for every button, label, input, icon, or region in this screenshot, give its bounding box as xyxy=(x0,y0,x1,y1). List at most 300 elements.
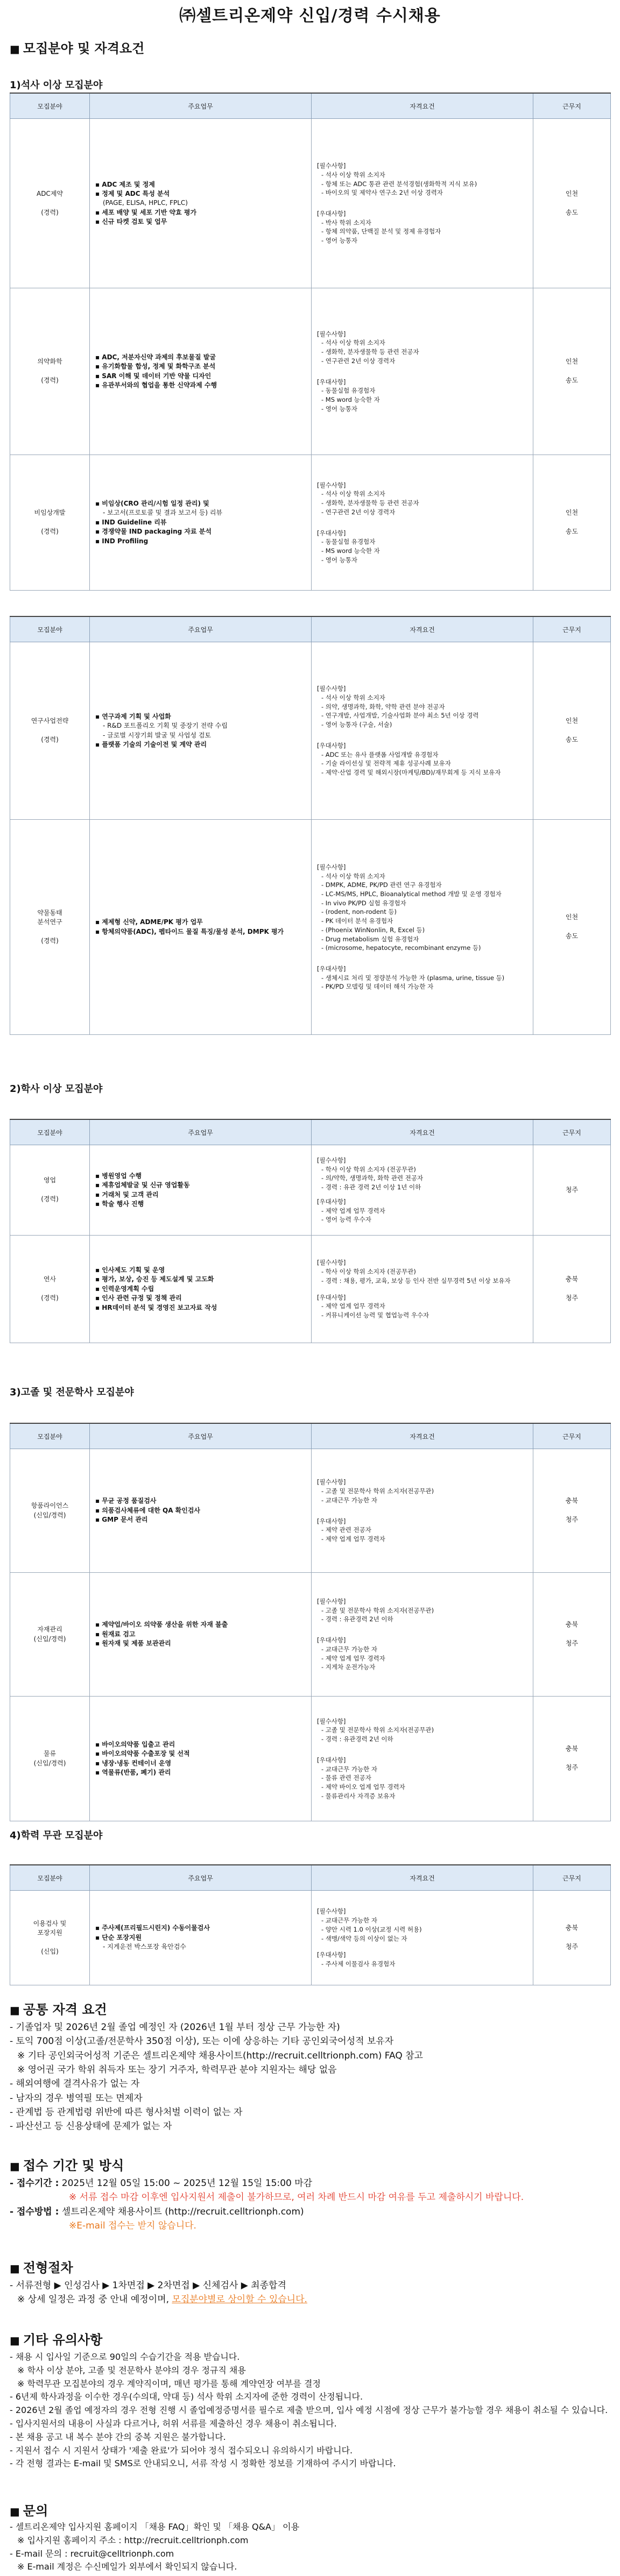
common-requirements-list xyxy=(10,2020,610,2134)
text-line: - 의약, 생명과학, 화학, 약학 관련 분야 전공자 xyxy=(321,702,445,711)
text-line: - 제약 업계 업무 경력자 xyxy=(321,1207,385,1215)
text-line: ▪ ADC, 저분자신약 과제의 후보물질 발굴 xyxy=(95,353,216,361)
text-line: - 고졸 및 전문학사 학위 소지자(전공무관) xyxy=(321,1726,434,1734)
application-method: 셀트리온제약 채용사이트 (http://recruit.celltrionph.com) xyxy=(59,2206,304,2217)
table-row xyxy=(10,820,611,1035)
text-line: ▪ 제제형 신약, ADME/PK 평가 업무 xyxy=(95,918,203,926)
text-line: - 제약·산업 경력 및 해외시장(마케팅/BD)/재무회계 등 지식 보유자 xyxy=(321,768,501,776)
text-line: - 글로벌 시장기회 발굴 및 사업성 검토 xyxy=(103,731,212,739)
location-cell xyxy=(533,642,611,820)
text-line: - 영어 능통자 (구술, 서술) xyxy=(321,721,392,729)
text-line: 청주 xyxy=(565,1640,579,1648)
text-line: ▪ 유기화합물 합성, 정제 및 화학구조 분석 xyxy=(95,363,216,371)
table-bachelors xyxy=(10,1119,611,1343)
text-line: - 경력 : 유관경력 2년 이하 xyxy=(321,1735,393,1743)
text-line: ▪ 역물류(반품, 폐기) 관리 xyxy=(95,1768,171,1776)
text-line: 충북 xyxy=(565,1745,579,1753)
position-cell xyxy=(10,119,90,288)
requirements-cell xyxy=(312,288,533,455)
text-line: ▪ 원재료 검고 xyxy=(95,1630,136,1638)
text-line: (경력) xyxy=(41,1195,59,1203)
text-line: - 석사 이상 학위 소지자 xyxy=(321,872,385,880)
text-line: - 커뮤니케이션 능력 및 협업능력 우수자 xyxy=(321,1311,429,1319)
text-line: - 석사 이상 학위 소지자 xyxy=(321,490,385,498)
table-masters-2 xyxy=(10,616,611,1035)
text-line: - ADC 또는 유사 플랫폼 사업개발 유경험자 xyxy=(321,750,439,758)
text-line: (경력) xyxy=(41,1294,59,1302)
text-line: - (Phoenix WinNonlin, R, Excel 등) xyxy=(321,926,425,934)
header-duties: 주요업무 xyxy=(90,93,312,119)
text-line: - 보고서(프로토콜 및 결과 보고서 등) 리뷰 xyxy=(103,509,223,517)
table-row xyxy=(10,1145,611,1236)
text-line: 충북 xyxy=(565,1497,579,1505)
text-line: ▪ 바이오의약품 수출포장 및 선적 xyxy=(95,1750,190,1758)
text-line: - 교대근무 가능한 자 xyxy=(321,1765,377,1773)
text-line: [필수사항] xyxy=(317,1478,346,1486)
location-cell xyxy=(533,1891,611,1985)
text-line: - 교대근무 가능한 자 xyxy=(321,1917,377,1925)
text-line: 인천 xyxy=(565,509,579,517)
text-line: (경력) xyxy=(41,377,59,385)
text-line: - 석사 이상 학위 소지자 xyxy=(321,171,385,179)
text-line: - MS word 능숙한 자 xyxy=(321,395,380,403)
process-info xyxy=(10,2279,610,2307)
text-line: 약물동태 xyxy=(37,909,62,917)
text-line: - 제약 업계 업무 경력자 xyxy=(321,1302,385,1310)
contact-info xyxy=(10,2521,610,2574)
text-line: - 제약 관련 전공자 xyxy=(321,1526,371,1534)
table-highschool xyxy=(10,1423,611,1821)
text-line: (경력) xyxy=(41,936,59,945)
period-note: ※ 서류 접수 마감 이후엔 입사지원서 제출이 불가하므로, 여러 차례 반드시 마감 여유를 두고 제출하시기 바랍니다. xyxy=(69,2192,524,2203)
text-line: ▪ 평가, 보상, 승진 등 제도설계 및 고도화 xyxy=(95,1275,214,1283)
text-line: [필수사항] xyxy=(317,1717,346,1725)
requirements-cell xyxy=(312,642,533,820)
text-line: - 고졸 및 전문학사 학위 소지자(전공무관) xyxy=(321,1487,434,1495)
section-heading-process xyxy=(10,2257,73,2276)
list-item: - 본 채용 공고 내 복수 분야 간의 중복 지원은 불가합니다. xyxy=(10,2431,226,2442)
header-position: 모집분야 xyxy=(10,1119,90,1145)
requirements-cell xyxy=(312,820,533,1035)
header-requirements: 자격요건 xyxy=(312,616,533,642)
text-line: ▪ 플랫폼 기술의 기술이전 및 계약 관리 xyxy=(95,740,207,748)
header-duties: 주요업무 xyxy=(90,1119,312,1145)
group-heading-highschool: 3)고졸 및 전문학사 모집분야 xyxy=(10,1387,134,1398)
header-duties: 주요업무 xyxy=(90,1423,312,1449)
text-line: (경력) xyxy=(41,528,59,536)
group-heading-masters: 1)석사 이상 모집분야 xyxy=(10,80,103,91)
header-requirements: 자격요건 xyxy=(312,93,533,119)
header-position: 모집분야 xyxy=(10,1423,90,1449)
text-line: ▪ 세포 배양 및 세포 기반 약효 평가 xyxy=(95,208,197,216)
list-item: - 6년제 학사과정을 이수한 경우(수의대, 약대 등) 석사 학위 소지자에 준한 경력이 산정됩니다. xyxy=(10,2392,363,2402)
square-bullet-icon: ■ xyxy=(10,2262,20,2275)
text-line: 포장지원 xyxy=(37,1929,62,1937)
location-cell xyxy=(533,119,611,288)
text-line: - 생체시료 처리 및 정량분석 가능한 자 (plasma, urine, tissue 등) xyxy=(321,974,505,982)
text-line: 충북 xyxy=(565,1924,579,1932)
text-line: - 영어 능통자 xyxy=(321,405,358,413)
square-bullet-icon: ■ xyxy=(10,2160,20,2173)
text-line: ▪ 경쟁약물 IND packaging 자료 분석 xyxy=(95,528,212,536)
text-line: (경력) xyxy=(41,736,59,744)
text-line: 송도 xyxy=(565,528,579,536)
text-line: ▪ 무균 공정 품질검사 xyxy=(95,1497,157,1505)
text-line: ▪ 병원영업 수행 xyxy=(95,1172,142,1180)
text-line: 항품라이언스 xyxy=(31,1502,69,1510)
page-title: ㈜셀트리온제약 신입/경력 수시채용 xyxy=(179,6,441,25)
text-line: [우대사항] xyxy=(317,529,346,537)
list-item: ※ 영어권 국가 학위 취득자 또는 장기 거주자, 학력무관 분야 지원자는 해당 없음 xyxy=(17,2064,337,2076)
header-position: 모집분야 xyxy=(10,616,90,642)
text-line: - 연구관련 2년 이상 경력자 xyxy=(321,508,396,516)
text-line: ▪ IND Profiling xyxy=(95,537,149,545)
text-line: - 제약 업계 업무 경력자 xyxy=(321,1654,385,1662)
header-location: 근무지 xyxy=(533,1423,611,1449)
position-cell xyxy=(10,820,90,1035)
text-line: - 생화학, 분자생물학 등 관련 전공자 xyxy=(321,348,419,356)
text-line: 인천 xyxy=(565,358,579,366)
header-location: 근무지 xyxy=(533,1865,611,1891)
process-steps: - 서류전형 ▶ 인성검사 ▶ 1차면접 ▶ 2차면접 ▶ 신체검사 ▶ 최종합격 xyxy=(10,2280,286,2291)
text-line: 접수 기간 및 방식 xyxy=(23,2158,124,2173)
text-line: 청주 xyxy=(565,1764,579,1772)
text-line: - 항체 또는 ADC 통관 관련 분석경험(생화학적 지식 보유) xyxy=(321,180,477,188)
requirements-cell xyxy=(312,1449,533,1573)
text-line: ▪ IND Guideline 리뷰 xyxy=(95,518,167,526)
method-label: - 접수방법 : xyxy=(10,2206,59,2217)
group-heading-bachelors: 2)학사 이상 모집분야 xyxy=(10,1083,103,1095)
text-line: - 주사제 이물검사 유경험자 xyxy=(321,1960,396,1968)
text-line: 전형절차 xyxy=(23,2260,73,2275)
position-cell xyxy=(10,1697,90,1821)
duties-cell xyxy=(90,119,312,288)
text-line: [필수사항] xyxy=(317,481,346,489)
text-line: [우대사항] xyxy=(317,964,346,973)
position-cell xyxy=(10,1449,90,1573)
text-line: ADC제약 xyxy=(36,189,63,197)
requirements-cell xyxy=(312,1145,533,1236)
text-line: ▪ 연구과제 기획 및 사업화 xyxy=(95,712,171,720)
text-line: [필수사항] xyxy=(317,685,346,693)
text-line: 충북 xyxy=(565,1621,579,1629)
position-cell xyxy=(10,288,90,455)
text-line: - 고졸 및 전문학사 학위 소지자(전공무관) xyxy=(321,1606,434,1614)
table-masters-1 xyxy=(10,93,611,591)
requirements-cell xyxy=(312,1236,533,1343)
text-line: ▪ 인력운영계획 수립 xyxy=(95,1285,154,1293)
text-line: ▪ HR데이터 분석 및 경영진 보고자료 작성 xyxy=(95,1303,217,1311)
list-item: ※ E-mail 계정은 수신메일가 외부에서 확인되지 않습니다. xyxy=(17,2561,237,2572)
list-item: ※ 학사 이상 분야, 고졸 및 전문학사 분야의 경우 정규직 채용 xyxy=(17,2365,246,2375)
text-line: ▪ 학술 행사 진행 xyxy=(95,1200,144,1208)
text-line: ▪ 신규 타켓 검토 및 업무 xyxy=(95,218,167,226)
application-info xyxy=(10,2176,610,2233)
location-cell xyxy=(533,1573,611,1697)
text-line: (신입/경력) xyxy=(33,1759,66,1767)
text-line: 청주 xyxy=(565,1294,579,1302)
text-line: 비임상개발 xyxy=(34,509,66,517)
square-bullet-icon: ■ xyxy=(10,42,20,55)
text-line: 영업 xyxy=(43,1176,57,1184)
header-requirements: 자격요건 xyxy=(312,1423,533,1449)
text-line: - In vivo PK/PD 실험 유경험자 xyxy=(321,899,406,907)
position-cell xyxy=(10,1236,90,1343)
square-bullet-icon: ■ xyxy=(10,2334,20,2347)
list-item: - 기졸업자 및 2026년 2월 졸업 예정인 자 (2026년 1월 부터 정상 근무 가능한 자) xyxy=(10,2022,340,2033)
text-line: ▪ 제휴업체발굴 및 신규 영업활동 xyxy=(95,1181,190,1189)
text-line: 공통 자격 요건 xyxy=(23,2002,107,2017)
text-line: ▪ 정제 및 ADC 특성 분석 xyxy=(95,189,170,197)
table-row xyxy=(10,642,611,820)
location-cell xyxy=(533,455,611,591)
application-period: 2025년 12월 05일 15:00 ~ 2025년 12월 15일 15:00 마감 xyxy=(59,2178,313,2189)
duties-cell xyxy=(90,1449,312,1573)
text-line: - DMPK, ADME, PK/PD 관련 연구 유경험자 xyxy=(321,881,442,889)
text-line: - Drug metabolism 실험 유경험자 xyxy=(321,935,419,943)
text-line: - (rodent, non-rodent 등) xyxy=(321,908,397,916)
text-line: 연구사업전략 xyxy=(31,717,69,725)
list-item: - 해외여행에 결격사유가 없는 자 xyxy=(10,2078,140,2090)
text-line: - 영어 능력 우수자 xyxy=(321,1216,371,1224)
text-line: - 의/약학, 생명과학, 화학 관련 전공자 xyxy=(321,1174,424,1182)
position-cell xyxy=(10,455,90,591)
list-item: - 2026년 2월 졸업 예정자의 경우 전형 진행 시 졸업예정증명서를 필수로 제출 받으며, 입사 예정 시점에 정상 근무가 불가능할 경우 채용이 취소될 수 있습니다. xyxy=(10,2405,608,2416)
text-line: 인천 xyxy=(565,189,579,197)
table-row xyxy=(10,1573,611,1697)
text-line: [필수사항] xyxy=(317,1598,346,1606)
text-line: 기타 유의사항 xyxy=(23,2332,103,2347)
table-row xyxy=(10,455,611,591)
section-heading-common xyxy=(10,1999,107,2018)
text-line: 청주 xyxy=(565,1186,579,1194)
header-location: 근무지 xyxy=(533,1119,611,1145)
table-row xyxy=(10,1236,611,1343)
text-line: [우대사항] xyxy=(317,741,346,749)
table-row xyxy=(10,1697,611,1821)
duties-cell xyxy=(90,1236,312,1343)
list-item: - 입사지원서의 내용이 사실과 다르거나, 허위 서류를 제출하신 경우 채용이 취소됩니다. xyxy=(10,2418,337,2429)
text-line: - PK/PD 모델링 및 데이터 해석 가능한 자 xyxy=(321,983,434,991)
text-line: - (microsome, hepatocyte, recombinant enzyme 등) xyxy=(321,944,481,952)
text-line: ▪ 주사제(프리필드시린지) 수동이물검사 xyxy=(95,1924,210,1932)
position-cell xyxy=(10,642,90,820)
location-cell xyxy=(533,1145,611,1236)
duties-cell xyxy=(90,1145,312,1236)
table-row xyxy=(10,1449,611,1573)
requirements-cell xyxy=(312,455,533,591)
section-heading-notes xyxy=(10,2329,102,2348)
notes-list xyxy=(10,2351,610,2471)
text-line: - 색맹/색약 등의 이상이 없는 자 xyxy=(321,1934,407,1942)
contact-email[interactable]: - E-mail 문의 : recruit@celltrionph.com xyxy=(10,2548,174,2559)
text-line: - 제약 바이오 업계 업무 경력자 xyxy=(321,1783,405,1791)
text-line: - 연구개발, 사업개발, 기술사업화 분야 최소 5년 이상 경력 xyxy=(321,712,479,720)
text-line: 청주 xyxy=(565,1943,579,1951)
list-item: - 채용 시 입사일 기준으로 90일의 수습기간을 적용 받습니다. xyxy=(10,2352,240,2362)
text-line: ▪ 단순 포장지원 xyxy=(95,1933,142,1941)
text-line: [필수사항] xyxy=(317,1907,346,1915)
text-line: 연사 xyxy=(43,1275,57,1283)
text-line: - 물류관리사 자격증 보유자 xyxy=(321,1792,396,1800)
text-line: ▪ 의품검사체류에 대한 QA 확인검사 xyxy=(95,1506,201,1514)
duties-cell xyxy=(90,1891,312,1985)
process-note: ※ 상세 일정은 과정 중 안내 예정이며, xyxy=(17,2294,172,2305)
text-line: ▪ 냉장·냉동 컨테이너 운영 xyxy=(95,1759,172,1767)
list-item: - 셀트리온제약 입사지원 홈페이지 「채용 FAQ」확인 및 「채용 Q&A」 이용 xyxy=(10,2522,300,2532)
text-line: - LC-MS/MS, HPLC, Bioanalytical method 개발 및 운영 경험자 xyxy=(321,890,502,898)
text-line: 송도 xyxy=(565,377,579,385)
text-line: 분석연구 xyxy=(37,918,62,926)
text-line: - MS word 능숙한 자 xyxy=(321,547,380,555)
location-cell xyxy=(533,1236,611,1343)
header-requirements: 자격요건 xyxy=(312,1119,533,1145)
square-bullet-icon: ■ xyxy=(10,2505,20,2518)
header-position: 모집분야 xyxy=(10,1865,90,1891)
text-line: [필수사항] xyxy=(317,330,346,338)
table-row xyxy=(10,119,611,288)
text-line: ▪ GMP 문서 관리 xyxy=(95,1516,148,1524)
location-cell xyxy=(533,1449,611,1573)
list-item[interactable]: ※ 입사지원 홈페이지 주소 : http://recruit.celltrionph.com xyxy=(17,2535,249,2545)
header-duties: 주요업무 xyxy=(90,616,312,642)
location-cell xyxy=(533,1697,611,1821)
list-item: ※ 학력무관 모집분야의 경우 계약직이며, 매년 평가를 통해 계약연장 여부를 결정 xyxy=(17,2378,321,2389)
text-line: - 교대근무 가능한 자 xyxy=(321,1496,377,1504)
table-row xyxy=(10,288,611,455)
method-note: ※E-mail 접수는 받지 않습니다. xyxy=(69,2220,196,2232)
text-line: - 연구관련 2년 이상 경력자 xyxy=(321,357,396,365)
text-line: ▪ 거래처 및 고객 관리 xyxy=(95,1190,159,1198)
period-label: - 접수기간 : xyxy=(10,2178,59,2189)
text-line: ▪ 인사제도 기획 및 운영 xyxy=(95,1266,165,1274)
text-line: (경력) xyxy=(41,208,59,216)
text-line: [우대사항] xyxy=(317,1293,346,1301)
location-cell xyxy=(533,820,611,1035)
list-item: - 토익 700점 이상(고졸/전문학사 350점 이상), 또는 이에 상응하는 기타 공인외국어성적 보유자 xyxy=(10,2036,394,2047)
text-line: - 학사 이상 학위 소지자 (전공무관) xyxy=(321,1268,416,1276)
text-line: - 교대근무 가능한 자 xyxy=(321,1645,377,1653)
text-line: 청주 xyxy=(565,1516,579,1524)
text-line: 송도 xyxy=(565,932,579,940)
text-line: 송도 xyxy=(565,736,579,744)
text-line: 이용검사 및 xyxy=(33,1919,67,1927)
requirements-cell xyxy=(312,1891,533,1985)
requirements-cell xyxy=(312,1697,533,1821)
text-line: 물류 xyxy=(43,1750,57,1758)
table-any-education xyxy=(10,1864,611,1985)
text-line: [필수사항] xyxy=(317,1259,346,1267)
text-line: [필수사항] xyxy=(317,162,346,170)
text-line: ▪ 바이오의약품 입출고 관리 xyxy=(95,1740,175,1748)
position-cell xyxy=(10,1891,90,1985)
text-line: - 물류 관련 전공자 xyxy=(321,1774,371,1782)
table-row xyxy=(10,1891,611,1985)
text-line: (신입) xyxy=(41,1947,59,1955)
text-line: - 동물실험 유경험자 xyxy=(321,538,376,546)
text-line: [필수사항] xyxy=(317,1156,346,1165)
text-line: [우대사항] xyxy=(317,1197,346,1205)
text-line: - 석사 이상 학위 소지자 xyxy=(321,694,385,702)
text-line: 자재관리 xyxy=(37,1626,62,1634)
duties-cell xyxy=(90,1573,312,1697)
text-line: ▪ 항체의약품(ADC), 펩타이드 물질 특징/물성 분석, DMPK 평가 xyxy=(95,927,284,935)
text-line: - 영어 능통자 xyxy=(321,237,358,245)
text-line: ▪ ADC 제조 및 정제 xyxy=(95,180,155,188)
text-line: - 지게운전 박스포장 육안검수 xyxy=(103,1943,186,1951)
text-line: - 생화학, 분자생물학 등 관련 전공자 xyxy=(321,499,419,507)
text-line: 인천 xyxy=(565,913,579,921)
text-line: - 박사 학위 소지자 xyxy=(321,218,371,226)
section-heading-recruitment xyxy=(10,38,144,56)
text-line: - 양안 시력 1.0 이상(교정 시력 허용) xyxy=(321,1925,422,1933)
requirements-cell xyxy=(312,119,533,288)
text-line: [우대사항] xyxy=(317,210,346,217)
text-line: - 동물실험 유경험자 xyxy=(321,387,376,395)
list-item: - 지원서 접수 시 지원서 상태가 '제출 완료'가 되어야 정식 접수되오니 유의하시기 바랍니다. xyxy=(10,2445,353,2456)
header-location: 근무지 xyxy=(533,93,611,119)
text-line: ▪ 인사 관련 규정 및 정책 관리 xyxy=(95,1294,182,1302)
text-line: [우대사항] xyxy=(317,1517,346,1525)
text-line: ▪ 유관부서와의 협업을 통한 신약과제 수행 xyxy=(95,381,217,389)
duties-cell xyxy=(90,455,312,591)
text-line: 인천 xyxy=(565,717,579,725)
text-line: - 학사 이상 학위 소지자 (전공무관) xyxy=(321,1165,416,1173)
text-line: - 경력 : 유관경력 2년 이하 xyxy=(321,1615,393,1623)
text-line: [필수사항] xyxy=(317,863,346,871)
text-line: ▪ 비임상(CRO 관리/시험 일정 관리) 및 xyxy=(95,500,209,508)
text-line: - 바이오의 및 제약사 연구소 2년 이상 경력자 xyxy=(321,189,443,197)
location-cell xyxy=(533,288,611,455)
text-line: ▪ 제약업/바이오 의약품 생산을 위한 자재 불출 xyxy=(95,1621,228,1629)
header-duties: 주요업무 xyxy=(90,1865,312,1891)
text-line: 송도 xyxy=(565,208,579,216)
text-line: [우대사항] xyxy=(317,1756,346,1764)
list-item: - 남자의 경우 병역필 또는 면제자 xyxy=(10,2092,143,2104)
text-line: [우대사항] xyxy=(317,1951,346,1959)
list-item: - 관계법 등 관계법령 위반에 따른 형사처벌 이력이 없는 자 xyxy=(10,2107,243,2118)
position-cell xyxy=(10,1145,90,1236)
text-line: 충북 xyxy=(565,1275,579,1283)
duties-cell xyxy=(90,288,312,455)
requirements-cell xyxy=(312,1573,533,1697)
header-location: 근무지 xyxy=(533,616,611,642)
position-cell xyxy=(10,1573,90,1697)
header-position: 모집분야 xyxy=(10,93,90,119)
list-item: - 각 전형 결과는 E-mail 및 SMS로 안내되오니, 서류 작성 시 정확한 정보를 기재하여 주시기 바랍니다. xyxy=(10,2458,396,2469)
text-line: - 영어 능통자 xyxy=(321,556,358,564)
section-heading-application xyxy=(10,2155,124,2174)
text-line: - 항체 의약품, 단백질 분석 및 정제 유경험자 xyxy=(321,228,441,236)
text-line: - 경력 : 유관 경력 2년 이상 1년 이하 xyxy=(321,1183,421,1191)
list-item: - 파산선고 등 신용상태에 문제가 없는 자 xyxy=(10,2121,172,2132)
duties-cell xyxy=(90,642,312,820)
section-heading-text: 모집분야 및 자격요건 xyxy=(23,41,145,56)
text-line: (신입/경력) xyxy=(33,1511,66,1519)
text-line: - R&D 포트폴리오 기획 및 중장기 전략 수립 xyxy=(103,722,228,730)
text-line: ▪ 원자재 및 제품 보관관리 xyxy=(95,1640,171,1648)
process-note-highlight: 모집분야별로 상이할 수 있습니다. xyxy=(172,2294,307,2305)
text-line: - 기술 라이선싱 및 전략적 제휴 성공사례 보유자 xyxy=(321,760,451,768)
text-line: - 지게차 운전가능자 xyxy=(321,1663,376,1671)
text-line: - 석사 이상 학위 소지자 xyxy=(321,339,385,347)
text-line: [우대사항] xyxy=(317,1636,346,1644)
group-heading-any-education: 4)학력 무관 모집분야 xyxy=(10,1830,103,1841)
duties-cell xyxy=(90,1697,312,1821)
list-item: ※ 기타 공인외국어성적 기준은 셀트리온제약 채용사이트(http://recruit.celltrionph.com) FAQ 참고 xyxy=(17,2050,423,2061)
text-line: 문의 xyxy=(23,2503,48,2518)
text-line: [우대사항] xyxy=(317,378,346,386)
